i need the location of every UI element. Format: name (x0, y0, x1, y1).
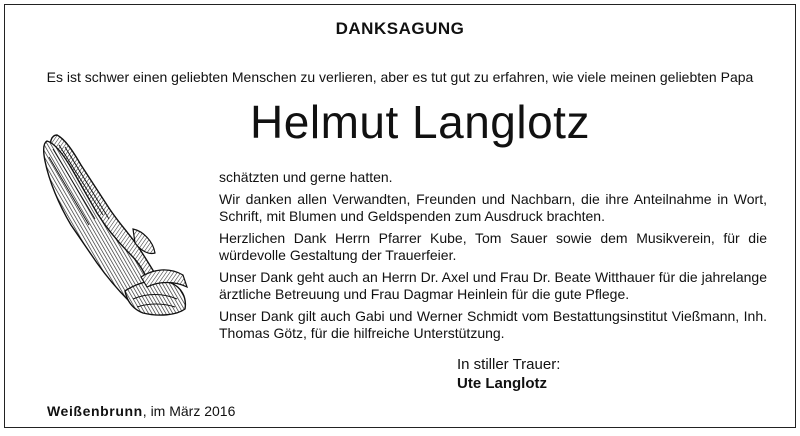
signer-name: Ute Langlotz (457, 375, 547, 392)
intro-text: Es ist schwer einen geliebten Menschen zu verlieren, aber es tut gut zu erfahren, wie viele meinen geliebten Papa (46, 69, 754, 85)
body-paragraph: schätzten und gerne hatten. (219, 169, 393, 185)
praying-hands-icon (37, 127, 189, 319)
notice-body (219, 169, 767, 347)
place-date-line (47, 403, 235, 419)
body-paragraph: Herzlichen Dank Herrn Pfarrer Kube, Tom Sauer sowie dem Musikverein, für die würdevolle Gestaltung der Trauerfeier. (219, 229, 767, 263)
town-name: Weißenbrunn (47, 403, 143, 419)
body-paragraph: Wir danken allen Verwandten, Freunden und Nachbarn, die ihre Anteilnahme in Wort, Schrift, mit Blumen und Geldspenden zum Ausdruck brachten. (219, 190, 767, 224)
signoff-phrase: In stiller Trauer: (457, 356, 561, 373)
deceased-name: Helmut Langlotz (250, 96, 590, 148)
obituary-notice (4, 4, 796, 428)
signoff (457, 355, 560, 393)
body-paragraph: Unser Dank geht auch an Herrn Dr. Axel und Frau Dr. Beate Witthauer für die jahrelange ärztliche Betreuung und Frau Dagmar Heinlein für die gute Pflege. (219, 268, 767, 302)
body-paragraph: Unser Dank gilt auch Gabi und Werner Schmidt vom Bestattungsinstitut Vießmann, Inh. Thomas Götz, für die hilfreiche Unterstützung. (219, 307, 767, 341)
notice-heading: DANKSAGUNG (335, 19, 465, 38)
date-text: , im März 2016 (142, 403, 236, 419)
